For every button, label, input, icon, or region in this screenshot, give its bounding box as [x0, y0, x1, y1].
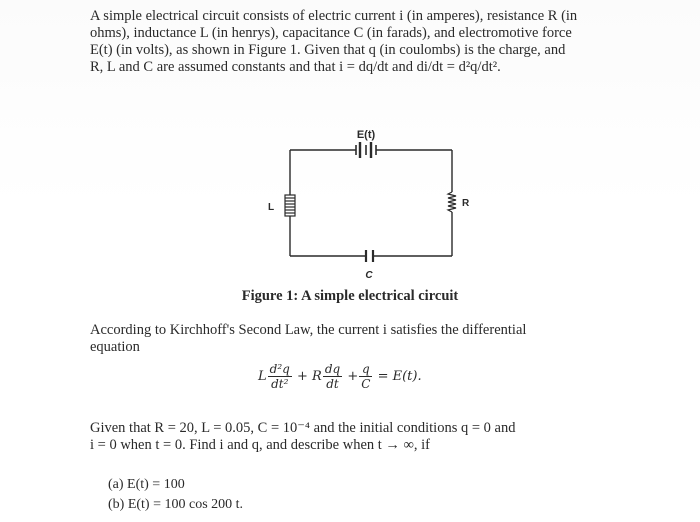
label-E: E(t)	[356, 129, 376, 141]
kirchhoff-paragraph	[90, 322, 610, 356]
intro-line-1: A simple electrical circuit consists of electric current i (in amperes), resistance R (in	[90, 8, 578, 24]
eq-frac-dq	[323, 362, 342, 391]
eq-frac-d2q	[268, 362, 292, 391]
eq-dt: dt	[326, 377, 339, 391]
part-a: (a) E(t) = 100	[108, 477, 185, 492]
intro-line-4: R, L and C are assumed constants and that i = dq/dt and di/dt = d²q/dt².	[90, 59, 501, 75]
figure-caption: Figure 1: A simple electrical circuit	[241, 288, 459, 304]
eq-dq: dq	[324, 362, 341, 376]
capacitor-symbol	[366, 250, 373, 262]
given-paragraph	[90, 420, 610, 454]
eq-d2q: d²q	[269, 362, 290, 376]
given-line-1: Given that R = 20, L = 0.05, C = 10⁻⁴ and the initial conditions q = 0 and	[90, 420, 516, 436]
differential-equation	[258, 362, 422, 391]
resistor-symbol	[448, 192, 456, 212]
label-C: C	[365, 270, 373, 281]
eq-dt2: dt²	[271, 377, 289, 391]
eq-rhs: = E(t).	[377, 369, 422, 384]
label-R: R	[462, 198, 470, 209]
intro-line-3: E(t) (in volts), as shown in Figure 1. Given that q (in coulombs) is the charge, and	[90, 42, 566, 58]
eq-L: L	[258, 369, 267, 384]
question-parts	[108, 475, 243, 515]
eq-plus-2: +	[347, 369, 359, 384]
label-L: L	[267, 202, 275, 213]
kirchhoff-line-1: According to Kirchhoff's Second Law, the current i satisfies the differential	[90, 322, 527, 338]
intro-line-2: ohms), inductance L (in henrys), capacitance C (in farads), and electromotive force	[90, 25, 572, 41]
eq-C: C	[361, 377, 371, 391]
eq-q: q	[359, 362, 372, 377]
eq-plus-1: +	[296, 369, 308, 384]
eq-frac-q	[359, 362, 372, 391]
inductor-symbol	[285, 195, 295, 216]
battery-symbol	[356, 142, 376, 158]
given-line-2: i = 0 when t = 0. Find i and q, and describe when t → ∞, if	[90, 437, 430, 453]
kirchhoff-line-2: equation	[90, 339, 140, 355]
eq-R: R	[312, 369, 322, 384]
part-b: (b) E(t) = 100 cos 200 t.	[108, 497, 244, 512]
